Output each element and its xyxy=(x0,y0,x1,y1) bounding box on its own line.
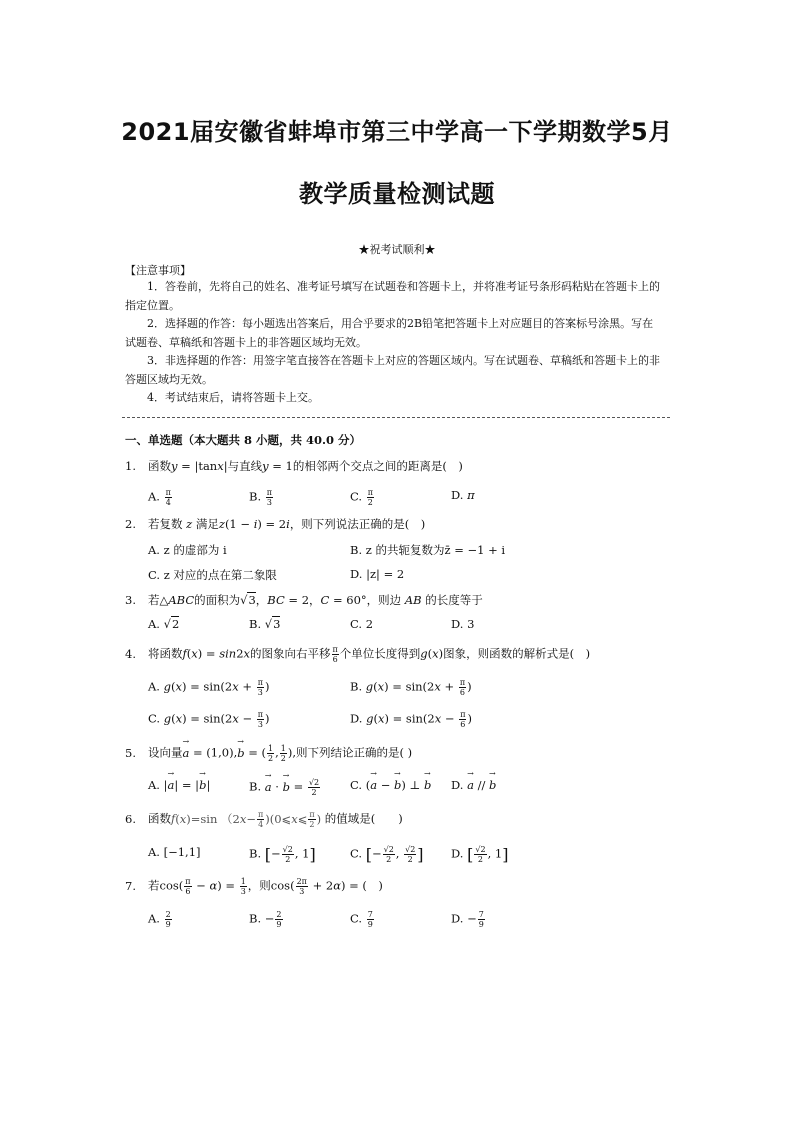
q2-option-a: A. z 的虚部为 i xyxy=(148,543,227,557)
q4-option-a: A. g(x) = sin(2x + $\frac{\pi}{3}$ ) xyxy=(148,678,270,697)
exam-title-line1: 2021届安徽省蚌埠市第三中学高一下学期数学5月 xyxy=(121,118,673,146)
notice-list xyxy=(125,278,670,408)
q5-option-d: D. → a // → b xyxy=(451,778,496,792)
q2-option-d: D. |z| = 2 xyxy=(350,567,405,581)
good-luck-text: ★祝考试顺利★ xyxy=(358,243,436,256)
q4-option-d: D. g(x) = sin(2x − $\frac{\pi}{6}$ ) xyxy=(350,710,472,729)
dashed-divider xyxy=(122,417,670,418)
q3-option-a: A. √2 xyxy=(148,617,180,631)
q3-option-c: C. 2 xyxy=(350,617,374,631)
q7-option-c: C. $\frac{7}{9}$ xyxy=(350,910,373,929)
notice-3-cont: 答题区域均无效。 xyxy=(125,372,213,386)
question-5: 5. 设向量→ a = (1,0),→ b = ( $\frac{1}{2}$ , $\frac{1}{2}$ ),则下列结论正确的是( ) xyxy=(125,744,412,763)
notice-2-cont: 试题卷、草稿纸和答题卡上的非答题区域均无效。 xyxy=(125,335,367,349)
q1-option-a: A. $\frac{\pi}{4}$ xyxy=(148,488,171,507)
q5-option-c: C. (→ a − → b) ⊥ → b xyxy=(350,778,431,792)
q4-option-c: C. g(x) = sin(2x − $\frac{\pi}{3}$ ) xyxy=(148,710,270,729)
section-title: 一、单选题（本大题共 8 小题，共 40.0 分） xyxy=(125,433,362,447)
q5-option-a: A. |→ a| = |→ b| xyxy=(148,778,210,792)
q1-option-b: B. $\frac{\pi}{3}$ xyxy=(249,488,273,507)
q7-option-a: A. $\frac{2}{9}$ xyxy=(148,910,171,929)
q7-option-d: D. − $\frac{7}{9}$ xyxy=(451,910,484,929)
q1-option-d: D. π xyxy=(451,488,475,502)
q3-option-d: D. 3 xyxy=(451,617,475,631)
notice-heading: 【注意事项】 xyxy=(125,264,191,277)
q2-option-b: B. z 的共轭复数为z̄ = −1 + i xyxy=(350,543,506,557)
question-2: 2. 若复数 z 满足z(1 − i) = 2i，则下列说法正确的是( ) xyxy=(125,517,426,531)
question-7: 7. 若cos( $\frac{\pi}{6}$ − α) = $\frac{1}{3}$ ，则cos( $\frac{2\pi}{3}$ + 2α) = ( ) xyxy=(125,877,383,896)
question-4: 4. 将函数f(x) = sin2x的图象向右平移 $\frac{\pi}{6}$ 个单位长度得到g(x)图象，则函数的解析式是( ) xyxy=(125,645,591,664)
notice-3: 3．非选择题的作答：用签字笔直接答在答题卡上对应的答题区域内。写在试题卷、草稿纸和答题卡上的非 xyxy=(147,354,660,367)
q2-option-c: C. z 对应的点在第二象限 xyxy=(148,568,277,582)
q3-option-b: B. √3 xyxy=(249,617,281,631)
notice-1: 1．答卷前，先将自己的姓名、准考证号填写在试题卷和答题卡上，并将准考证号条形码粘贴在答题卡上的 xyxy=(147,280,660,293)
q6-option-d: D. [ $\frac{√2}{2}$ , 1] xyxy=(451,845,509,864)
exam-title-line2: 教学质量检测试题 xyxy=(299,180,495,208)
notice-4: 4．考试结束后，请将答题卡上交。 xyxy=(147,391,319,404)
q6-option-a: A. [−1,1] xyxy=(148,845,201,859)
notice-2: 2．选择题的作答：每小题选出答案后，用合乎要求的2B铅笔把答题卡上对应题目的答案标号涂黑。写在 xyxy=(147,317,654,330)
question-6: 6. 函数f(x)=sin （2x− $\frac{\pi}{4}$ )(0⩽x⩽ $\frac{\pi}{2}$ ) 的值域是( ) xyxy=(125,810,403,829)
notice-1-cont: 指定位置。 xyxy=(125,298,180,312)
question-1: 1. 函数y = |tanx|与直线y = 1的相邻两个交点之间的距离是( ) xyxy=(125,459,463,473)
question-3: 3. 若△ABC的面积为√3，BC = 2，C = 60°，则边 AB 的长度等于 xyxy=(125,593,483,607)
q6-option-b: B. [− $\frac{√2}{2}$ , 1] xyxy=(249,845,316,864)
q1-option-c: C. $\frac{\pi}{2}$ xyxy=(350,488,373,507)
q4-option-b: B. g(x) = sin(2x + $\frac{\pi}{6}$ ) xyxy=(350,678,472,697)
q7-option-b: B. − $\frac{2}{9}$ xyxy=(249,910,282,929)
q5-option-b: B. → a · → b = $\frac{√2}{2}$ xyxy=(249,778,321,797)
q6-option-c: C. [− $\frac{√2}{2}$ , $\frac{√2}{2}$ ] xyxy=(350,845,424,864)
